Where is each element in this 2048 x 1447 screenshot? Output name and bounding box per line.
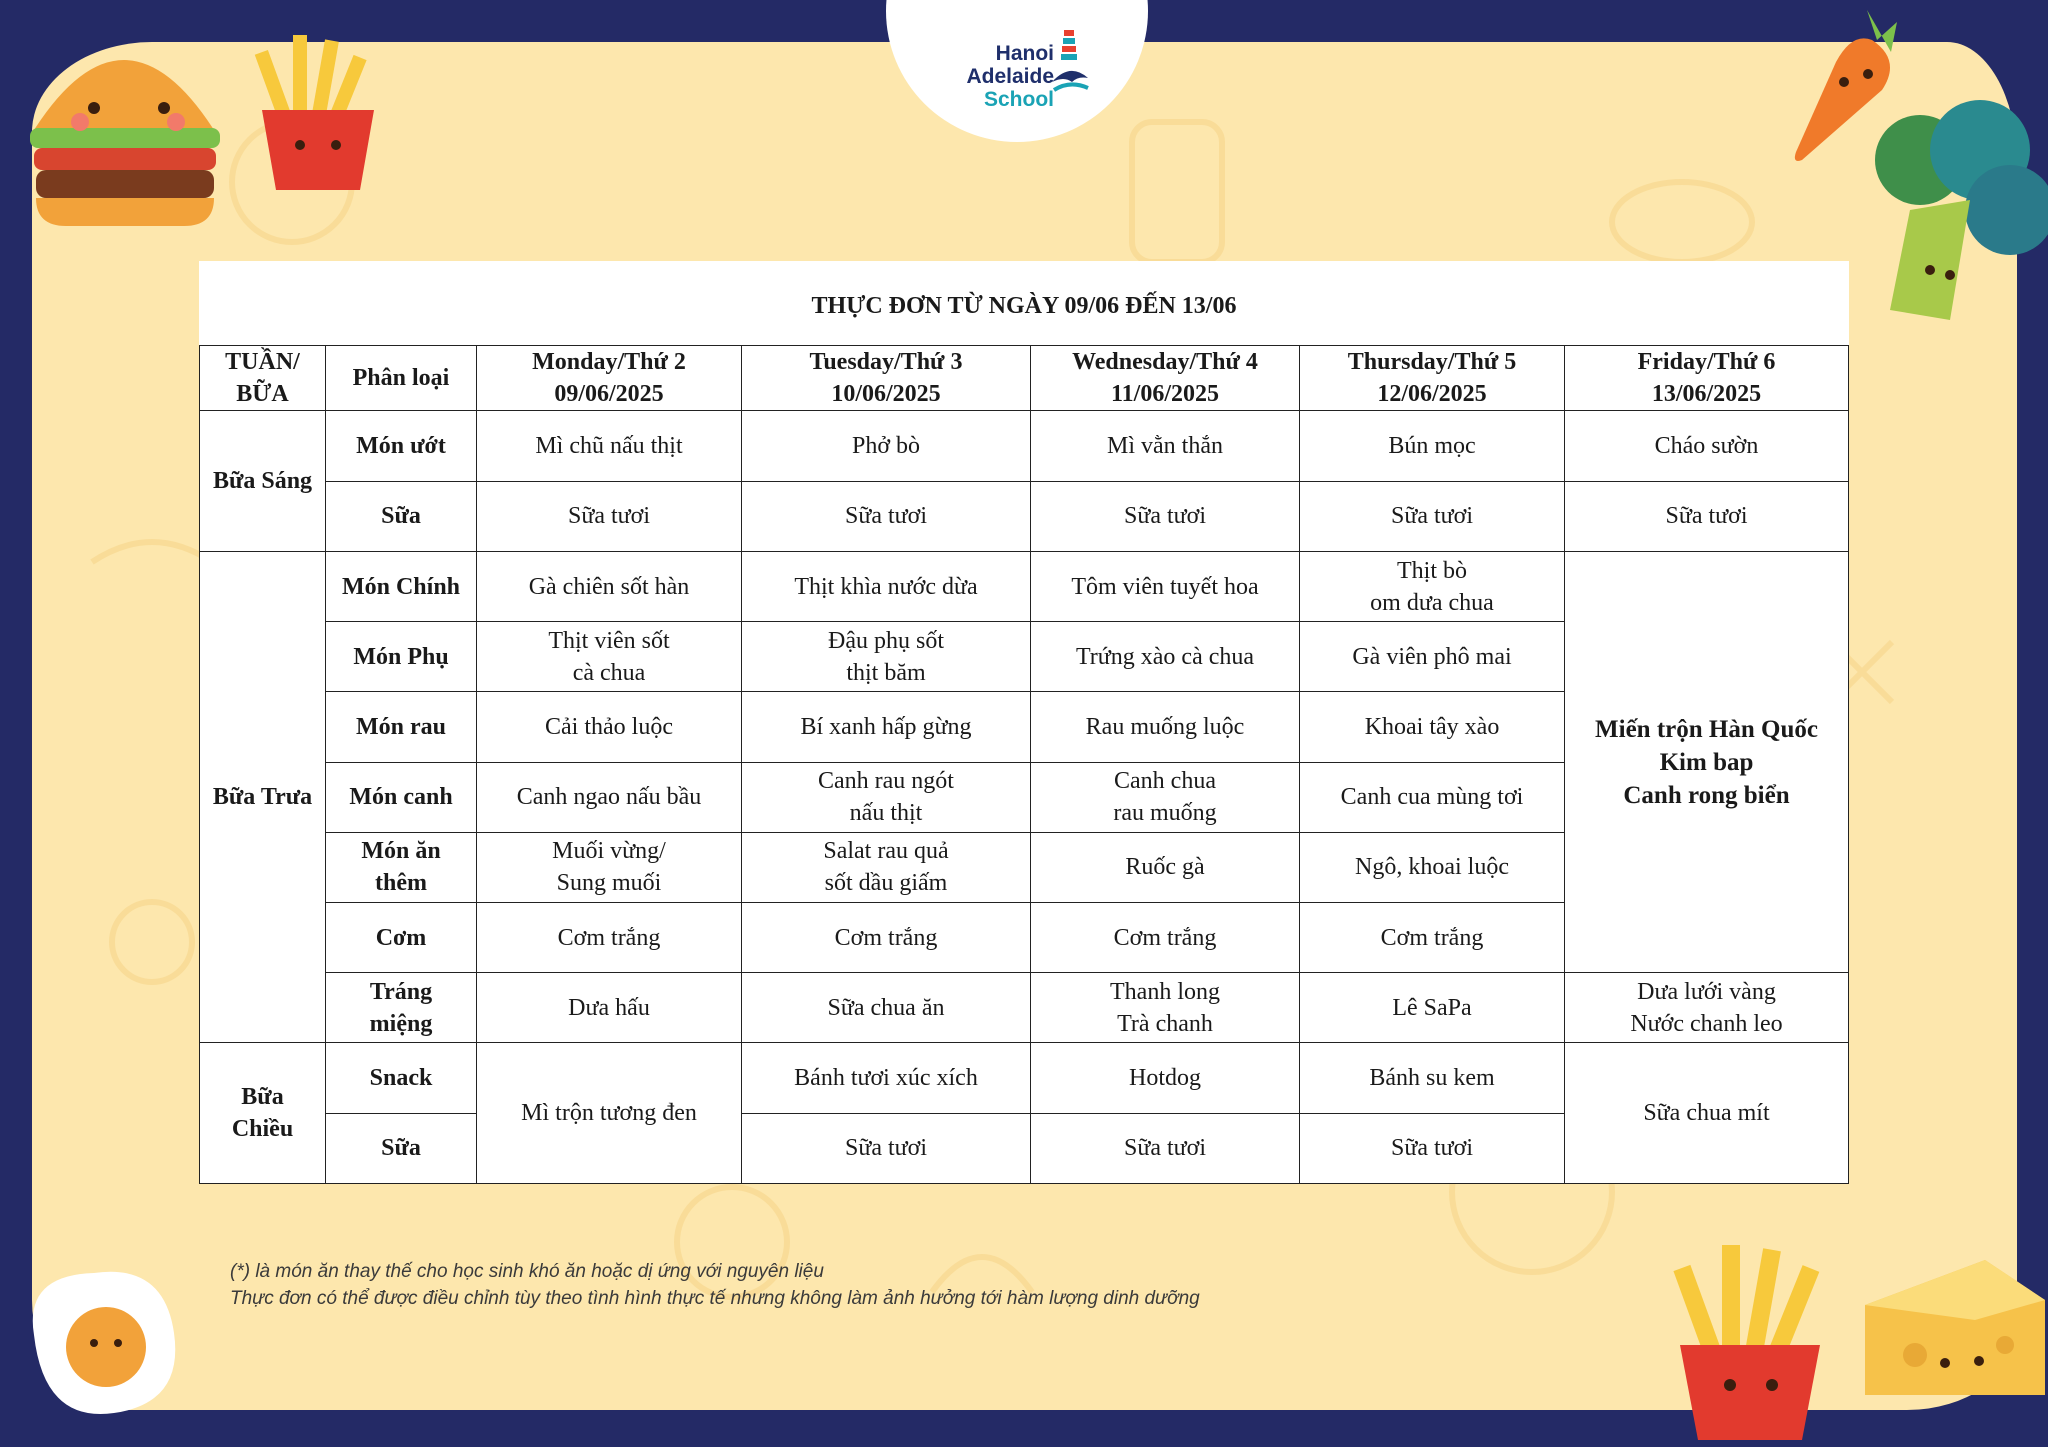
category-cell: Cơm bbox=[326, 903, 477, 973]
category-cell: Tráng miệng bbox=[326, 973, 477, 1043]
menu-cell: Dưa hấu bbox=[477, 973, 742, 1043]
menu-cell: Tôm viên tuyết hoa bbox=[1031, 551, 1300, 621]
table-row bbox=[200, 411, 1849, 481]
day-date: 11/06/2025 bbox=[1110, 381, 1219, 408]
day-name: Wednesday/Thứ 4 bbox=[1072, 349, 1258, 376]
category-cell: Món ướt bbox=[326, 411, 477, 481]
friday-afternoon-combined: Sữa chua mít bbox=[1565, 1043, 1849, 1184]
menu-cell: Cơm trắng bbox=[477, 903, 742, 973]
header-day-1 bbox=[477, 346, 742, 411]
menu-cell: Thịt khìa nước dừa bbox=[742, 551, 1031, 621]
menu-cell: Sữa tươi bbox=[1565, 481, 1849, 551]
menu-cell: Gà viên phô mai bbox=[1300, 622, 1565, 692]
fries-icon bbox=[248, 30, 388, 200]
table-row bbox=[200, 481, 1849, 551]
burger-icon bbox=[14, 30, 234, 230]
day-date: 12/06/2025 bbox=[1377, 381, 1487, 408]
day-name: Tuesday/Thứ 3 bbox=[809, 349, 963, 376]
menu-cell: Gà chiên sốt hàn bbox=[477, 551, 742, 621]
menu-cell: Sữa chua ăn bbox=[742, 973, 1031, 1043]
logo-line-2: Adelaide bbox=[966, 65, 1054, 88]
day-date: 10/06/2025 bbox=[831, 381, 941, 408]
menu-cell: Ruốc gà bbox=[1031, 832, 1300, 902]
menu-cell: Sữa tươi bbox=[1300, 1113, 1565, 1183]
table-row bbox=[200, 1043, 1849, 1113]
header-category: Phân loại bbox=[326, 346, 477, 411]
category-cell: Sữa bbox=[326, 1113, 477, 1183]
menu-cell: Cháo sườn bbox=[1565, 411, 1849, 481]
menu-cell: Sữa tươi bbox=[1031, 1113, 1300, 1183]
header-day-2 bbox=[742, 346, 1031, 411]
menu-cell: Ngô, khoai luộc bbox=[1300, 832, 1565, 902]
menu-cell: Lê SaPa bbox=[1300, 973, 1565, 1043]
menu-cell: Sữa tươi bbox=[1031, 481, 1300, 551]
menu-cell: Bún mọc bbox=[1300, 411, 1565, 481]
menu-cell: Canh ngao nấu bầu bbox=[477, 762, 742, 832]
menu-cell: Sữa tươi bbox=[742, 1113, 1031, 1183]
meal-label-afternoon: Bữa Chiều bbox=[200, 1043, 326, 1184]
footnote-adjustment: Thực đơn có thể được điều chỉnh tùy theo tình hình thực tế nhưng không làm ảnh hưởng tới hàm lượng dinh dưỡng bbox=[230, 1288, 1200, 1309]
category-cell: Món ăn thêm bbox=[326, 832, 477, 902]
menu-cell: Bánh tươi xúc xích bbox=[742, 1043, 1031, 1113]
monday-afternoon-combined: Mì trộn tương đen bbox=[477, 1043, 742, 1184]
menu-cell: Canh rau ngót nấu thịt bbox=[742, 762, 1031, 832]
header-day-5 bbox=[1565, 346, 1849, 411]
menu-cell: Bí xanh hấp gừng bbox=[742, 692, 1031, 762]
meal-label-breakfast: Bữa Sáng bbox=[200, 411, 326, 551]
menu-cell: Canh cua mùng tơi bbox=[1300, 762, 1565, 832]
table-row bbox=[200, 973, 1849, 1043]
day-name: Thursday/Thứ 5 bbox=[1347, 349, 1517, 376]
menu-cell: Mì chũ nấu thịt bbox=[477, 411, 742, 481]
category-cell: Món Chính bbox=[326, 551, 477, 621]
friday-lunch-combined: Miến trộn Hàn Quốc Kim bap Canh rong biển bbox=[1565, 551, 1849, 972]
footnote-allergy: (*) là món ăn thay thế cho học sinh khó ăn hoặc dị ứng với nguyên liệu bbox=[230, 1261, 824, 1282]
menu-cell: Dưa lưới vàng Nước chanh leo bbox=[1565, 973, 1849, 1043]
category-cell: Món rau bbox=[326, 692, 477, 762]
school-logo-text bbox=[944, 42, 1054, 111]
menu-cell: Mì vằn thắn bbox=[1031, 411, 1300, 481]
category-cell: Món canh bbox=[326, 762, 477, 832]
header-week-meal: TUẦN/ BỮA bbox=[200, 346, 326, 411]
day-date: 09/06/2025 bbox=[554, 381, 664, 408]
menu-cell: Sữa tươi bbox=[477, 481, 742, 551]
logo-line-1: Hanoi bbox=[995, 42, 1054, 65]
lighthouse-icon bbox=[1050, 26, 1090, 98]
menu-cell: Thịt bò om dưa chua bbox=[1300, 551, 1565, 621]
menu-cell: Sữa tươi bbox=[1300, 481, 1565, 551]
egg-icon bbox=[14, 1255, 189, 1430]
menu-cell: Đậu phụ sốt thịt băm bbox=[742, 622, 1031, 692]
menu-cell: Cơm trắng bbox=[742, 903, 1031, 973]
header-row bbox=[200, 346, 1849, 411]
footnotes bbox=[230, 1258, 1200, 1312]
day-name: Monday/Thứ 2 bbox=[532, 349, 686, 376]
menu-cell: Muối vừng/ Sung muối bbox=[477, 832, 742, 902]
menu-cell: Cơm trắng bbox=[1031, 903, 1300, 973]
meal-label-lunch: Bữa Trưa bbox=[200, 551, 326, 1043]
category-cell: Snack bbox=[326, 1043, 477, 1113]
logo-line-3: School bbox=[983, 88, 1054, 111]
menu-table bbox=[199, 261, 1849, 1184]
header-day-4 bbox=[1300, 346, 1565, 411]
menu-cell: Thanh long Trà chanh bbox=[1031, 973, 1300, 1043]
menu-cell: Cải thảo luộc bbox=[477, 692, 742, 762]
menu-cell: Thịt viên sốt cà chua bbox=[477, 622, 742, 692]
category-cell: Món Phụ bbox=[326, 622, 477, 692]
menu-cell: Khoai tây xào bbox=[1300, 692, 1565, 762]
menu-cell: Salat rau quả sốt dầu giấm bbox=[742, 832, 1031, 902]
menu-cell: Rau muống luộc bbox=[1031, 692, 1300, 762]
cheese-icon bbox=[1855, 1245, 2048, 1415]
header-day-3 bbox=[1031, 346, 1300, 411]
category-cell: Sữa bbox=[326, 481, 477, 551]
menu-cell: Phở bò bbox=[742, 411, 1031, 481]
menu-cell: Sữa tươi bbox=[742, 481, 1031, 551]
menu-cell: Bánh su kem bbox=[1300, 1043, 1565, 1113]
fries-icon bbox=[1660, 1235, 1840, 1445]
menu-cell: Hotdog bbox=[1031, 1043, 1300, 1113]
menu-title: THỰC ĐƠN TỪ NGÀY 09/06 ĐẾN 13/06 bbox=[200, 261, 1849, 346]
table-row bbox=[200, 551, 1849, 621]
menu-cell: Cơm trắng bbox=[1300, 903, 1565, 973]
day-name: Friday/Thứ 6 bbox=[1637, 349, 1776, 376]
broccoli-icon bbox=[1850, 100, 2048, 330]
menu-cell: Canh chua rau muống bbox=[1031, 762, 1300, 832]
day-date: 13/06/2025 bbox=[1651, 381, 1762, 408]
menu-cell: Trứng xào cà chua bbox=[1031, 622, 1300, 692]
